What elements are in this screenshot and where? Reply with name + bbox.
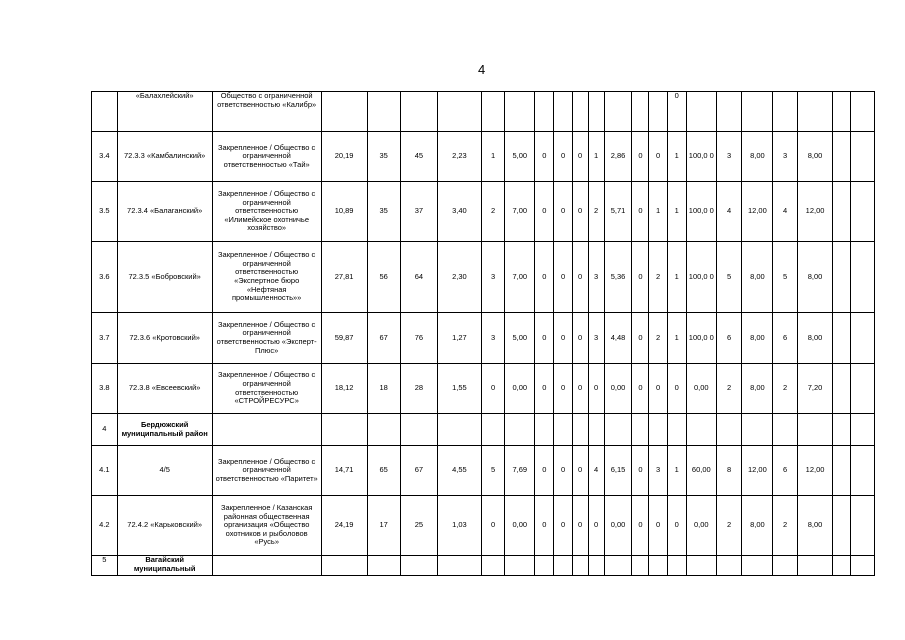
table-cell: Общество с ограниченной ответственностью «Калибр» <box>212 92 321 132</box>
table-cell <box>367 414 400 446</box>
table-cell <box>797 414 832 446</box>
table-cell: 2,30 <box>438 242 482 313</box>
table-cell: Закрепленное / Общество с ограниченной ответственностью «Илимейское охотничье хозяйство» <box>212 182 321 242</box>
table-cell <box>851 132 875 182</box>
table-cell: 0 <box>535 446 554 496</box>
table-cell <box>588 92 604 132</box>
table-cell: 5,71 <box>604 182 632 242</box>
table-cell: 12,00 <box>797 446 832 496</box>
page-number: 4 <box>478 62 486 77</box>
table-cell: 3 <box>481 313 505 364</box>
table-cell: Закрепленное / Казанская районная общественная организация «Общество охотников и рыболовов «Русь» <box>212 496 321 556</box>
table-cell <box>572 414 588 446</box>
table-cell <box>604 414 632 446</box>
table-cell <box>716 414 742 446</box>
table-cell <box>481 556 505 576</box>
table-cell <box>833 313 851 364</box>
table-cell <box>686 414 716 446</box>
table-cell: 3 <box>481 242 505 313</box>
table-cell: 100,0 0 <box>686 132 716 182</box>
table-cell: 0 <box>554 242 572 313</box>
table-row <box>92 556 875 576</box>
table-cell: 7,69 <box>505 446 535 496</box>
table-cell <box>742 92 773 132</box>
table-cell: 2 <box>481 182 505 242</box>
table-cell: 0 <box>649 496 667 556</box>
table-cell <box>686 92 716 132</box>
table-cell: 0,00 <box>686 496 716 556</box>
table-cell <box>851 446 875 496</box>
table-cell: 4,48 <box>604 313 632 364</box>
table-cell: 5 <box>716 242 742 313</box>
table-cell: 0,00 <box>604 364 632 414</box>
table-cell <box>742 414 773 446</box>
table-cell <box>632 414 649 446</box>
table-cell: 18,12 <box>321 364 367 414</box>
table-cell: 72.3.3 «Камбалинский» <box>117 132 212 182</box>
table-cell: 2 <box>649 242 667 313</box>
table-cell: 4 <box>92 414 118 446</box>
table-cell: 3 <box>716 132 742 182</box>
table-cell: 72.3.4 «Балаганский» <box>117 182 212 242</box>
table-row <box>92 364 875 414</box>
table-cell: 0 <box>535 313 554 364</box>
table-cell: 2 <box>773 496 798 556</box>
table-row <box>92 496 875 556</box>
table-cell: 1 <box>667 313 686 364</box>
table-cell: 6 <box>716 313 742 364</box>
table-cell <box>212 414 321 446</box>
table-cell: 8,00 <box>797 313 832 364</box>
table-cell <box>851 364 875 414</box>
table-cell: 3 <box>773 132 798 182</box>
table-cell <box>535 414 554 446</box>
table-cell: 1 <box>481 132 505 182</box>
table-cell <box>833 496 851 556</box>
table-cell: 37 <box>400 182 437 242</box>
table-cell <box>572 556 588 576</box>
table-cell: 72.3.8 «Евсеевский» <box>117 364 212 414</box>
table-cell: 6,15 <box>604 446 632 496</box>
table-cell <box>649 556 667 576</box>
table-cell: 0 <box>535 182 554 242</box>
table-cell: 0 <box>649 132 667 182</box>
table-cell <box>686 556 716 576</box>
table-cell <box>604 556 632 576</box>
table-cell: 0 <box>535 364 554 414</box>
table-cell: 100,0 0 <box>686 313 716 364</box>
table-cell: Закрепленное / Общество с ограниченной ответственностью «Эксперт-Плюс» <box>212 313 321 364</box>
table-cell: 3.6 <box>92 242 118 313</box>
table-cell: 35 <box>367 182 400 242</box>
table-cell: Закрепленное / Общество с ограниченной ответственностью «Экспертное бюро «Нефтяная промышленность»» <box>212 242 321 313</box>
table-cell: 8,00 <box>797 132 832 182</box>
table-cell: 2 <box>773 364 798 414</box>
table-cell: 2,23 <box>438 132 482 182</box>
table-cell <box>851 242 875 313</box>
table-cell: 0 <box>572 242 588 313</box>
table-cell <box>773 92 798 132</box>
table-cell: 4.1 <box>92 446 118 496</box>
table-cell: 56 <box>367 242 400 313</box>
table-cell: 8,00 <box>742 132 773 182</box>
table-cell: 8,00 <box>742 496 773 556</box>
table-cell: 0 <box>572 446 588 496</box>
table-cell <box>851 414 875 446</box>
table-cell: 0 <box>572 132 588 182</box>
table-cell <box>535 556 554 576</box>
table-cell: 25 <box>400 496 437 556</box>
table-cell: Вагайский муниципальный <box>117 556 212 576</box>
table-cell: Закрепленное / Общество с ограниченной ответственностью «Паритет» <box>212 446 321 496</box>
table-cell <box>797 556 832 576</box>
table-cell: 2,86 <box>604 132 632 182</box>
table-cell <box>481 414 505 446</box>
table-cell: 0 <box>588 496 604 556</box>
table-cell <box>833 182 851 242</box>
table-row <box>92 242 875 313</box>
table-cell <box>572 92 588 132</box>
table-cell <box>400 556 437 576</box>
table-row <box>92 414 875 446</box>
table-cell: 72.3.5 «Бобровский» <box>117 242 212 313</box>
table-cell: 0 <box>632 446 649 496</box>
table-cell <box>588 414 604 446</box>
table-cell: 0 <box>667 92 686 132</box>
table-cell: 6 <box>773 313 798 364</box>
table-cell: 2 <box>716 496 742 556</box>
table-cell: 0 <box>572 182 588 242</box>
table-cell <box>505 414 535 446</box>
table-cell: 0 <box>535 496 554 556</box>
table-cell <box>833 446 851 496</box>
table-cell: 0 <box>632 313 649 364</box>
table-cell <box>833 92 851 132</box>
table-cell: 0 <box>572 313 588 364</box>
table-row <box>92 446 875 496</box>
table-cell: 100,0 0 <box>686 242 716 313</box>
table-cell: 17 <box>367 496 400 556</box>
table-cell: 8,00 <box>742 364 773 414</box>
table-cell: 2 <box>716 364 742 414</box>
table-cell <box>438 556 482 576</box>
table-row <box>92 182 875 242</box>
table-cell: 0 <box>481 364 505 414</box>
table-cell: 45 <box>400 132 437 182</box>
table-cell: 4 <box>588 446 604 496</box>
table-cell <box>851 92 875 132</box>
table-cell: 3 <box>588 242 604 313</box>
table-cell: Закрепленное / Общество с ограниченной ответственностью «СТРОЙРЕСУРС» <box>212 364 321 414</box>
table-cell <box>851 313 875 364</box>
table-cell <box>535 92 554 132</box>
table-cell: 12,00 <box>797 182 832 242</box>
table-row <box>92 92 875 132</box>
table-cell <box>92 92 118 132</box>
table-cell: 5,00 <box>505 313 535 364</box>
table-cell: 72.3.6 «Кротовский» <box>117 313 212 364</box>
table-cell: 7,00 <box>505 182 535 242</box>
table-row <box>92 132 875 182</box>
table-cell: 18 <box>367 364 400 414</box>
table-cell: 27,81 <box>321 242 367 313</box>
table-cell: 3.8 <box>92 364 118 414</box>
table-cell: 8,00 <box>742 313 773 364</box>
table-cell: 12,00 <box>742 446 773 496</box>
table-cell <box>321 92 367 132</box>
table-cell: 1 <box>667 132 686 182</box>
table-cell <box>851 496 875 556</box>
table-cell <box>438 92 482 132</box>
table-cell: 0 <box>649 364 667 414</box>
table-cell <box>321 556 367 576</box>
table-cell: 0 <box>667 364 686 414</box>
table-cell <box>833 132 851 182</box>
table-cell: 3 <box>588 313 604 364</box>
table-cell <box>400 414 437 446</box>
table-cell: 0 <box>632 496 649 556</box>
table-cell: 0,00 <box>686 364 716 414</box>
table-cell <box>632 556 649 576</box>
table-cell <box>321 414 367 446</box>
table-cell <box>588 556 604 576</box>
table-cell: 24,19 <box>321 496 367 556</box>
table-cell: 0 <box>632 364 649 414</box>
table-cell: 67 <box>367 313 400 364</box>
table-cell: 0 <box>535 132 554 182</box>
table-cell: 28 <box>400 364 437 414</box>
table-cell <box>716 92 742 132</box>
table-cell: 0,00 <box>505 364 535 414</box>
table-cell: 1,27 <box>438 313 482 364</box>
table-cell: 76 <box>400 313 437 364</box>
table-cell: 7,20 <box>797 364 832 414</box>
table-cell: 35 <box>367 132 400 182</box>
table-cell <box>716 556 742 576</box>
table-cell <box>773 556 798 576</box>
table-cell: Закрепленное / Общество с ограниченной ответственностью «Тай» <box>212 132 321 182</box>
table-cell: 3 <box>649 446 667 496</box>
table-cell: 5 <box>92 556 118 576</box>
table-cell <box>505 92 535 132</box>
table-cell <box>400 92 437 132</box>
table-cell: 2 <box>588 182 604 242</box>
table-cell: 8,00 <box>797 242 832 313</box>
table-cell <box>851 182 875 242</box>
table-cell: 3.7 <box>92 313 118 364</box>
table-cell <box>797 92 832 132</box>
table-cell <box>833 414 851 446</box>
table-cell: 3.4 <box>92 132 118 182</box>
table-cell: 0 <box>632 182 649 242</box>
table-cell <box>212 556 321 576</box>
table-cell: 14,71 <box>321 446 367 496</box>
table-cell <box>649 92 667 132</box>
hunting-grounds-table <box>91 91 875 576</box>
table-cell: 0 <box>554 132 572 182</box>
table-cell: 60,00 <box>686 446 716 496</box>
table-cell <box>649 414 667 446</box>
table-cell: 0 <box>632 242 649 313</box>
table-cell: 5 <box>773 242 798 313</box>
table-cell: 1 <box>667 182 686 242</box>
table-cell <box>367 556 400 576</box>
table-cell: 5 <box>481 446 505 496</box>
table-cell <box>554 414 572 446</box>
table-cell: 20,19 <box>321 132 367 182</box>
table-cell: 0,00 <box>505 496 535 556</box>
table-cell: 12,00 <box>742 182 773 242</box>
table-cell: 8,00 <box>742 242 773 313</box>
table-cell: 59,87 <box>321 313 367 364</box>
table-cell: 67 <box>400 446 437 496</box>
table-cell: 4.2 <box>92 496 118 556</box>
table-cell <box>851 556 875 576</box>
table-cell <box>773 414 798 446</box>
table-cell: «Балахлейский» <box>117 92 212 132</box>
table-cell <box>604 92 632 132</box>
table-cell <box>481 92 505 132</box>
table-cell <box>833 556 851 576</box>
table-cell: 1,03 <box>438 496 482 556</box>
table-cell: 0 <box>554 446 572 496</box>
table-cell: Бердюжский муниципальный район <box>117 414 212 446</box>
table-cell <box>438 414 482 446</box>
table-cell <box>667 556 686 576</box>
table-cell <box>833 364 851 414</box>
table-cell: 0 <box>554 496 572 556</box>
table-cell: 1 <box>649 182 667 242</box>
table-cell: 72.4.2 «Карьковский» <box>117 496 212 556</box>
table-cell: 4 <box>716 182 742 242</box>
table-cell: 6 <box>773 446 798 496</box>
table-cell: 0 <box>554 364 572 414</box>
table-cell: 8 <box>716 446 742 496</box>
table-cell: 0 <box>588 364 604 414</box>
table-cell: 10,89 <box>321 182 367 242</box>
table-body <box>92 92 875 576</box>
table-cell: 1 <box>667 446 686 496</box>
table-cell: 0 <box>481 496 505 556</box>
table-cell: 1 <box>667 242 686 313</box>
table-cell <box>667 414 686 446</box>
table-cell: 5,00 <box>505 132 535 182</box>
table-cell: 0 <box>572 364 588 414</box>
table-cell: 4 <box>773 182 798 242</box>
table-cell: 0 <box>632 132 649 182</box>
table-cell <box>554 556 572 576</box>
table-cell: 0 <box>535 242 554 313</box>
table-cell <box>742 556 773 576</box>
table-cell <box>367 92 400 132</box>
table-cell <box>505 556 535 576</box>
table-cell: 0 <box>554 182 572 242</box>
table-row <box>92 313 875 364</box>
table-cell: 7,00 <box>505 242 535 313</box>
table-cell: 0 <box>554 313 572 364</box>
table-cell: 64 <box>400 242 437 313</box>
table-cell: 1 <box>588 132 604 182</box>
table-cell: 0,00 <box>604 496 632 556</box>
table-cell: 3,40 <box>438 182 482 242</box>
table-cell: 100,0 0 <box>686 182 716 242</box>
table-cell: 0 <box>572 496 588 556</box>
table-cell: 4/5 <box>117 446 212 496</box>
table-cell: 65 <box>367 446 400 496</box>
table-cell <box>632 92 649 132</box>
table-cell <box>554 92 572 132</box>
table-cell: 0 <box>667 496 686 556</box>
table-cell: 1,55 <box>438 364 482 414</box>
table-cell: 8,00 <box>797 496 832 556</box>
table-cell: 5,36 <box>604 242 632 313</box>
table-cell: 2 <box>649 313 667 364</box>
table-cell: 4,55 <box>438 446 482 496</box>
table-cell: 3.5 <box>92 182 118 242</box>
table-cell <box>833 242 851 313</box>
